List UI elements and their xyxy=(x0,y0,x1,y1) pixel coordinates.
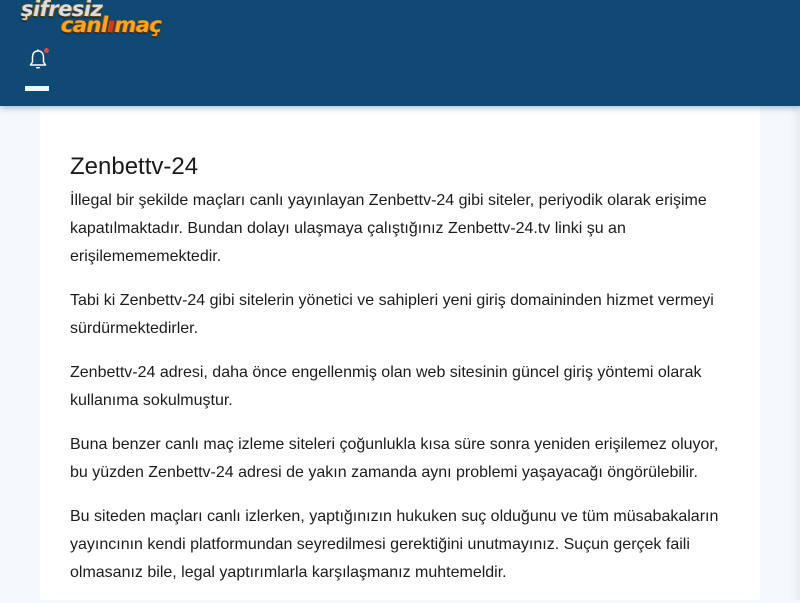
article-title: Zenbettv-24 xyxy=(70,153,199,180)
logo-text-line2-b: ı xyxy=(107,13,115,37)
logo-text-line2-a: canl xyxy=(61,13,108,37)
article-paragraph: Tabi ki Zenbettv-24 gibi sitelerin yönetici ve sahipleri yeni giriş domaininden hizmet vermeyi sürdürmektedirler. xyxy=(70,292,714,337)
article-paragraph: Buna benzer canlı maç izleme siteleri çoğunlukla kısa süre sonra yeniden erişilemez oluyor, bu yüzden Zenbettv-24 adresi de yakın zamanda aynı problemi yaşayacağı öngörülebilir. xyxy=(70,436,719,481)
article-paragraph: İllegal bir şekilde maçları canlı yayınlayan Zenbettv-24 gibi siteler, periyodik olarak erişime kapatılmaktadır. Bundan dolayı ulaşmaya çalıştığınız Zenbettv-24.tv linki şu an erişilemememektedir. xyxy=(70,192,707,265)
notification-badge xyxy=(44,48,49,53)
article-card xyxy=(40,106,760,600)
site-header xyxy=(0,0,800,106)
logo-text-line2 xyxy=(61,13,162,37)
notification-button[interactable] xyxy=(28,49,50,71)
menu-toggle-button[interactable] xyxy=(25,86,49,91)
page-scroll-edge xyxy=(790,106,800,600)
logo-text-line2-c: maç xyxy=(114,13,162,37)
site-logo[interactable] xyxy=(19,0,169,42)
logo-text-line1: şifresiz xyxy=(21,0,103,21)
article-paragraph: Zenbettv-24 adresi, daha önce engellenmiş olan web sitesinin güncel giriş yöntemi olarak kullanıma sokulmuştur. xyxy=(70,364,702,409)
article-paragraph: Bu siteden maçları canlı izlerken, yaptığınızın hukuken suç olduğunu ve tüm müsabakaların yayıncının kendi platformundan seyredilmesi gerektiğini unutmayınız. Suçun gerçek faili olmasanız bile, legal yaptırımlarla karşılaşmanız muhtemeldir. xyxy=(70,508,719,581)
article-content xyxy=(70,151,730,603)
